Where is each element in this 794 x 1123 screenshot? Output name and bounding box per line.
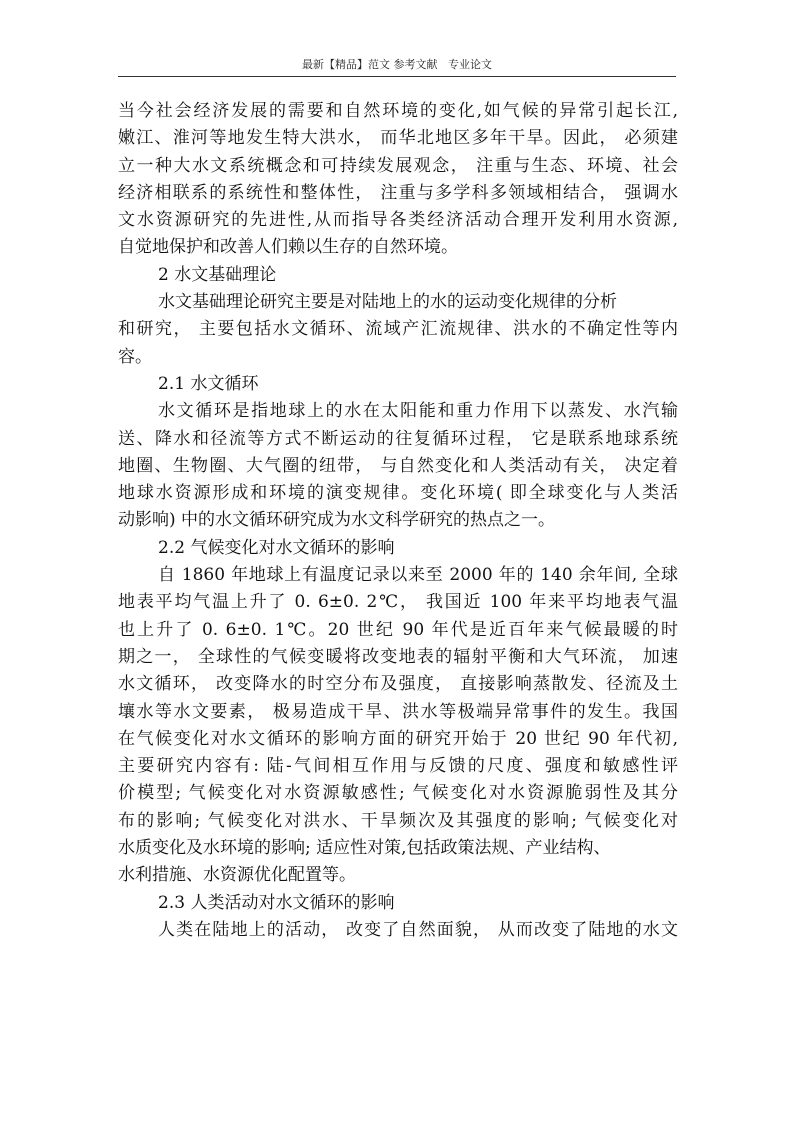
page-header: 最新【精品】范文 参考文献 专业论文: [118, 56, 676, 77]
text-line: 在气候变化对水文循环的影响方面的研究开始于 20 世纪 90 年代初,: [118, 728, 678, 749]
text-line: 当今社会经济发展的需要和自然环境的变化,如气候的异常引起长江,: [118, 101, 678, 121]
text-line: 地圈、生物圈、大气圈的纽带， 与自然变化和人类活动有关， 决定着: [118, 455, 678, 476]
text-line: 价模型; 气候变化对水资源敏感性; 气候变化对水资源脆弱性及其分: [118, 783, 678, 804]
text-line: 动影响) 中的水文循环研究成为水文科学研究的热点之一。: [118, 510, 556, 531]
text-line: 容。: [118, 346, 152, 367]
text-line: 自 1860 年地球上有温度记录以来至 2000 年的 140 余年间, 全球: [158, 565, 678, 586]
text-line: 嫩江、淮河等地发生特大洪水， 而华北地区多年干旱。因此， 必须建: [118, 128, 678, 149]
text-line: 经济相联系的系统性和整体性， 注重与多学科多领域相结合， 强调水: [118, 182, 678, 203]
text-line: 立一种大水文系统概念和可持续发展观念， 注重与生态、环境、社会: [118, 155, 678, 176]
text-line: 水文基础理论研究主要是对陆地上的水的运动变化规律的分析: [158, 292, 617, 313]
text-line: 地表平均气温上升了 0. 6±0. 2℃， 我国近 100 年来平均地表气温: [118, 592, 678, 613]
text-line: 壤水等水文要素， 极易造成干旱、洪水等极端异常事件的发生。我国: [118, 701, 678, 722]
text-line: 2.3 人类活动对水文循环的影响: [158, 892, 395, 913]
text-line: 也上升了 0. 6±0. 1℃。20 世纪 90 年代是近百年来气候最暖的时: [118, 619, 678, 640]
document-body: [118, 98, 678, 944]
text-line: 水质变化及水环境的影响; 适应性对策,包括政策法规、产业结构、: [118, 838, 611, 859]
text-line: 主要研究内容有: 陆-气间相互作用与反馈的尺度、强度和敏感性评: [118, 756, 678, 777]
text-line: 地球水资源形成和环境的演变规律。变化环境( 即全球变化与人类活: [118, 483, 678, 504]
text-line: 2 水文基础理论: [158, 264, 277, 285]
text-line: 水利措施、水资源优化配置等。: [118, 865, 356, 886]
text-line: 文水资源研究的先进性,从而指导各类经济活动合理开发利用水资源,: [118, 210, 678, 231]
text-line: 期之一， 全球性的气候变暖将改变地表的辐射平衡和大气环流， 加速: [118, 646, 678, 667]
text-line: 送、降水和径流等方式不断运动的往复循环过程， 它是联系地球系统: [118, 428, 678, 449]
text-line: 布的影响; 气候变化对洪水、干旱频次及其强度的影响; 气候变化对: [118, 810, 678, 831]
text-line: 人类在陆地上的活动， 改变了自然面貌， 从而改变了陆地的水文: [158, 919, 678, 940]
text-line: 水文循环， 改变降水的时空分布及强度， 直接影响蒸散发、径流及土: [118, 674, 678, 695]
text-line: 2.2 气候变化对水文循环的影响: [158, 537, 395, 558]
text-line: 2.1 水文循环: [158, 373, 259, 394]
text-line: 水文循环是指地球上的水在太阳能和重力作用下以蒸发、水汽输: [158, 401, 678, 422]
text-line: 自觉地保护和改善人们赖以生存的自然环境。: [118, 237, 458, 258]
text-line: 和研究， 主要包括水文循环、流域产汇流规律、洪水的不确定性等内: [118, 319, 678, 340]
